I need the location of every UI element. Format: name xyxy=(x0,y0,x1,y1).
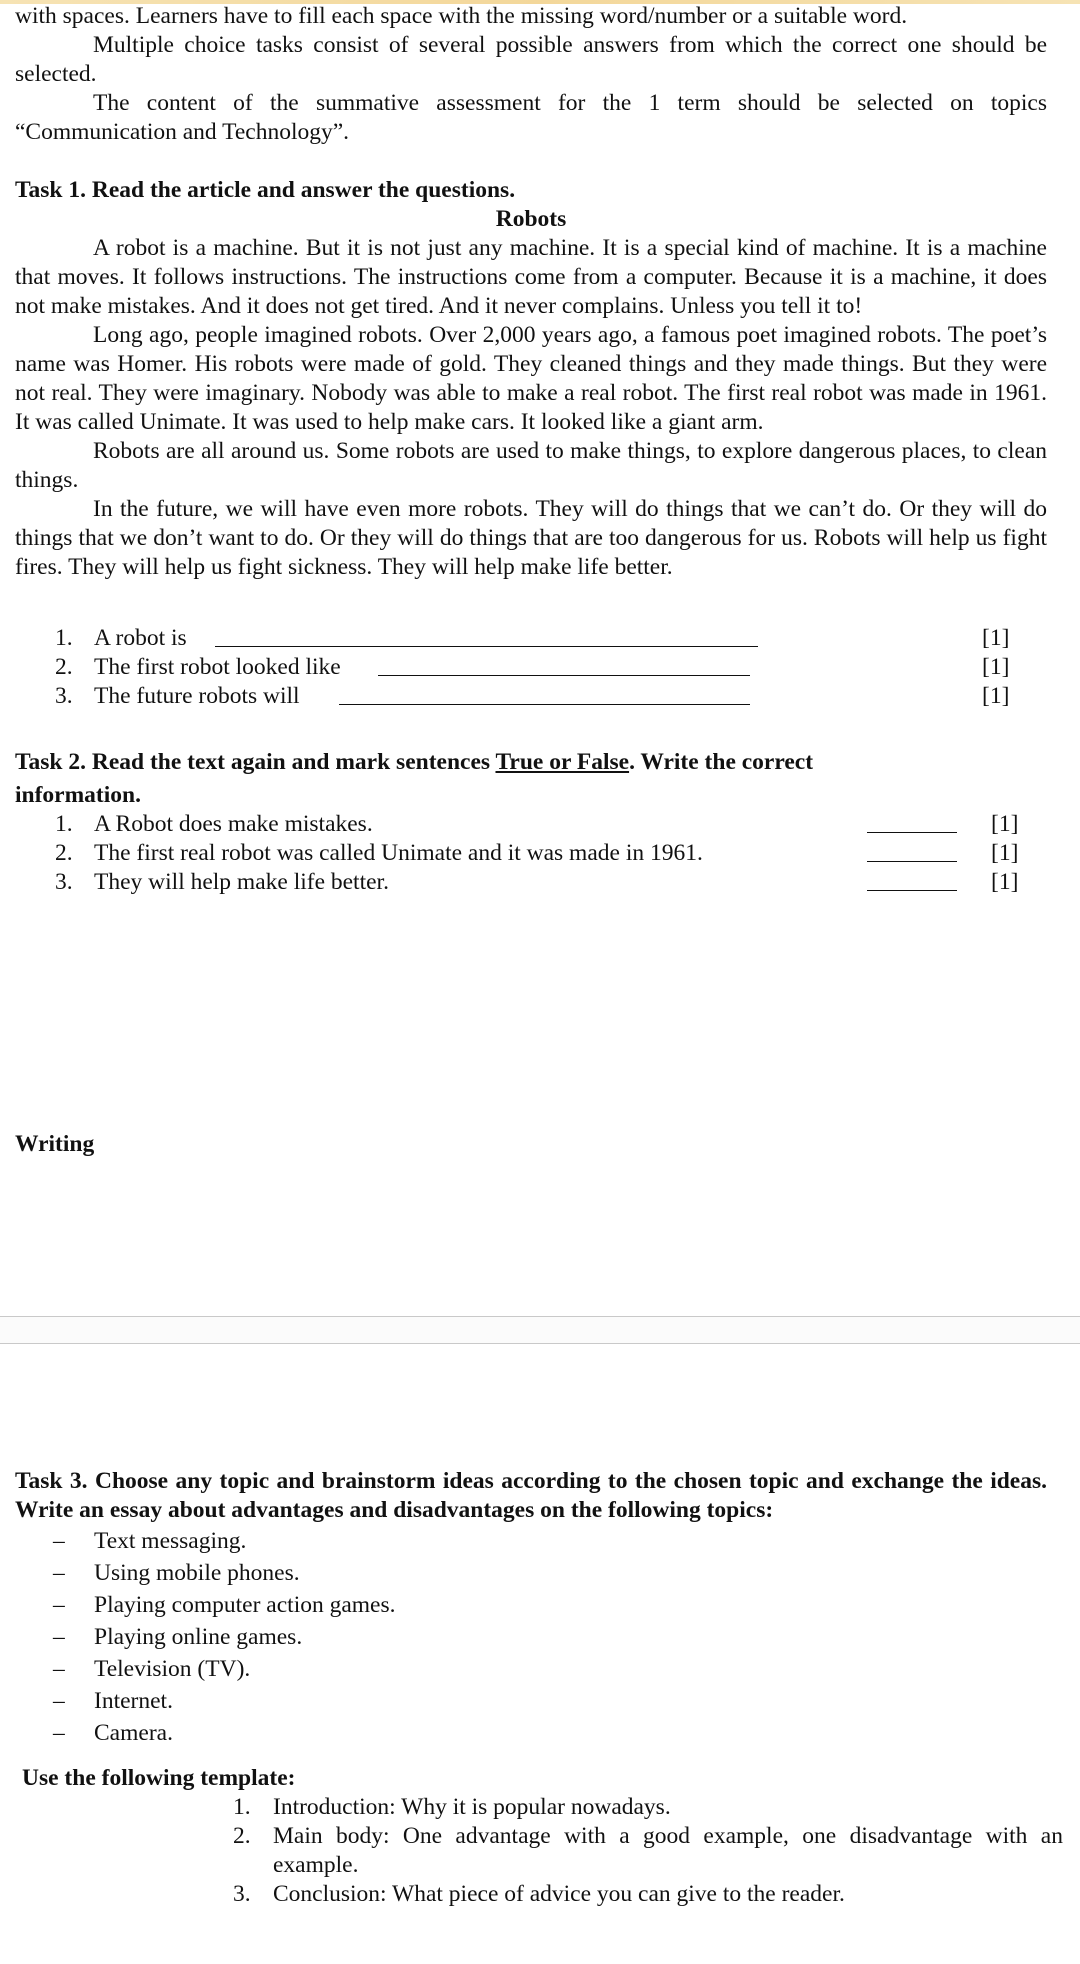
item-number: 3. xyxy=(55,869,73,895)
statement-text: A Robot does make mistakes. xyxy=(94,811,373,837)
dash-bullet: – xyxy=(53,1624,65,1650)
mark-label: [1] xyxy=(991,840,1019,866)
true-false-underlined: True or False xyxy=(495,749,630,775)
dash-bullet: – xyxy=(53,1656,65,1682)
template-heading: Use the following template: xyxy=(22,1765,296,1791)
list-item xyxy=(15,1719,1047,1751)
item-number: 2. xyxy=(55,840,73,866)
intro-paragraph-1: with spaces. Learners have to fill each space with the missing word/number or a suitable word. xyxy=(15,3,908,29)
topic-text: Playing online games. xyxy=(94,1624,303,1650)
list-item xyxy=(15,1793,1047,1822)
topic-text: Camera. xyxy=(94,1720,173,1746)
topic-text: Text messaging. xyxy=(94,1528,247,1554)
task1-questions xyxy=(15,624,1047,711)
article-paragraph-1: A robot is a machine. But it is not just any machine. It is a special kind of machine. It is a machine that moves. It follows instructions. The instructions come from a computer. Because it is a machine, it does not make mistakes. And it does not get tired. And it never complains. Unless you tell it to! xyxy=(15,235,1047,319)
mark-label: [1] xyxy=(982,625,1010,651)
mark-label: [1] xyxy=(982,654,1010,680)
article-paragraph-2: Long ago, people imagined robots. Over 2,000 years ago, a famous poet imagined robots. The poet’s name was Homer. His robots were made of gold. They cleaned things and they made things. But they were not real. They were imaginary. Nobody was able to make a real robot. The first real robot was made in 1961. It was called Unimate. It was used to help make cars. It looked like a giant arm. xyxy=(15,322,1047,435)
question-text: The future robots will xyxy=(94,683,300,709)
list-item xyxy=(15,653,1047,682)
question-text: A robot is xyxy=(94,625,187,651)
article-paragraph-4: In the future, we will have even more robots. They will do things that we can’t do. Or they will do things that we don’t want to do. Or they will do things that are too dangerous for us. Robots will help us fight fires. They will help us fight sickness. They will help make life better. xyxy=(15,496,1047,580)
topic-list xyxy=(15,1527,1047,1746)
task3-section xyxy=(15,1467,1063,1913)
task2-heading-part: . Write the correct xyxy=(629,749,814,775)
task2-heading-continued: information. xyxy=(15,782,141,808)
list-item xyxy=(15,810,1047,839)
list-item xyxy=(15,624,1047,653)
answer-blank[interactable] xyxy=(867,861,957,862)
page-break-line-bottom xyxy=(0,1343,1080,1344)
answer-blank[interactable] xyxy=(378,675,750,676)
template-text: Introduction: Why it is popular nowadays. xyxy=(273,1794,671,1820)
item-number: 2. xyxy=(55,654,73,680)
list-item xyxy=(15,1655,1047,1687)
topic-text: Internet. xyxy=(94,1688,173,1714)
dash-bullet: – xyxy=(53,1528,65,1554)
answer-blank[interactable] xyxy=(339,704,750,705)
mark-label: [1] xyxy=(991,869,1019,895)
list-item xyxy=(15,1527,1047,1559)
item-number: 3. xyxy=(233,1881,251,1907)
task2-heading-part: Task 2. Read the text again and mark sentences xyxy=(15,749,496,775)
task2-statements xyxy=(15,810,1047,897)
statement-text: They will help make life better. xyxy=(94,869,389,895)
item-number: 3. xyxy=(55,683,73,709)
mark-label: [1] xyxy=(982,683,1010,709)
question-text: The first robot looked like xyxy=(94,654,341,680)
dash-bullet: – xyxy=(53,1592,65,1618)
list-item xyxy=(15,1822,1063,1880)
writing-heading: Writing xyxy=(15,1131,95,1157)
task3-heading: Task 3. Choose any topic and brainstorm ideas according to the chosen topic and exchange the ideas. Write an essay about advantages and disadvantages on the following topics: xyxy=(15,1468,1047,1523)
task1-heading: Task 1. Read the article and answer the questions. xyxy=(15,177,516,203)
page-gap xyxy=(0,1317,1080,1343)
article-paragraph-3: Robots are all around us. Some robots are used to make things, to explore dangerous places, to clean things. xyxy=(15,438,1047,493)
list-item xyxy=(15,1559,1047,1591)
list-item xyxy=(15,868,1047,897)
intro-paragraph-2: Multiple choice tasks consist of several possible answers from which the correct one should be selected. xyxy=(15,32,1047,87)
article-title: Robots xyxy=(495,206,567,232)
template-text: Conclusion: What piece of advice you can give to the reader. xyxy=(273,1881,845,1907)
dash-bullet: – xyxy=(53,1560,65,1586)
topic-text: Using mobile phones. xyxy=(94,1560,300,1586)
dash-bullet: – xyxy=(53,1720,65,1746)
document-page xyxy=(15,2,1047,897)
list-item xyxy=(15,1591,1047,1623)
answer-blank[interactable] xyxy=(867,832,957,833)
list-item xyxy=(15,839,1047,868)
answer-blank[interactable] xyxy=(215,646,758,647)
mark-label: [1] xyxy=(991,811,1019,837)
intro-paragraph-3: The content of the summative assessment for the 1 term should be selected on topics “Communication and Technology”. xyxy=(15,90,1047,145)
template-text: Main body: One advantage with a good example, one disadvantage with an example. xyxy=(273,1823,1063,1878)
topic-text: Television (TV). xyxy=(94,1656,251,1682)
item-number: 1. xyxy=(233,1794,251,1820)
list-item xyxy=(15,1687,1047,1719)
list-item xyxy=(15,1623,1047,1655)
dash-bullet: – xyxy=(53,1688,65,1714)
item-number: 1. xyxy=(55,625,73,651)
list-item xyxy=(15,682,1047,711)
item-number: 2. xyxy=(233,1823,251,1849)
item-number: 1. xyxy=(55,811,73,837)
list-item xyxy=(15,1880,1047,1909)
answer-blank[interactable] xyxy=(867,890,957,891)
template-list xyxy=(15,1793,1063,1913)
task2-heading xyxy=(15,748,1047,777)
topic-text: Playing computer action games. xyxy=(94,1592,396,1618)
statement-text: The first real robot was called Unimate and it was made in 1961. xyxy=(94,840,703,866)
